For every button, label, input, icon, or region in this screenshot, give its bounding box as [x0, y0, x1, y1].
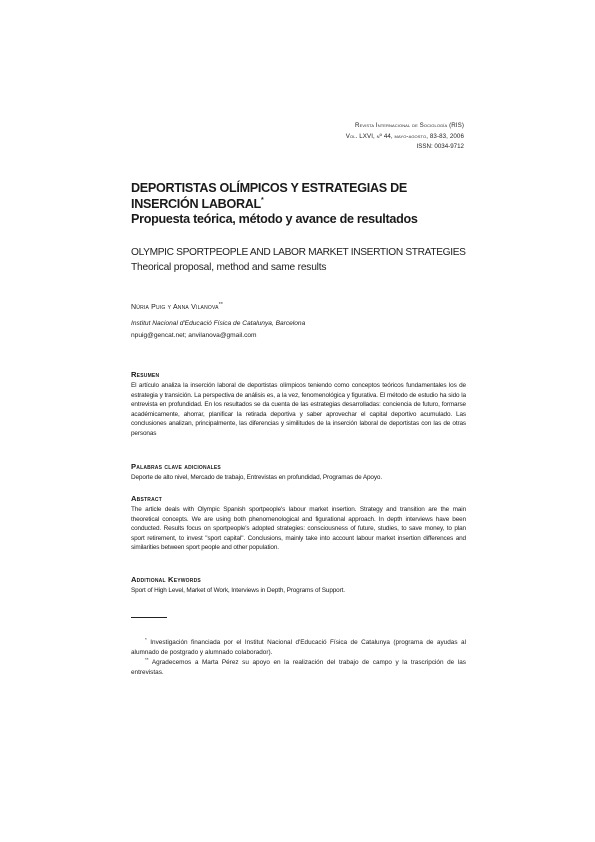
title-footnote-mark: * [260, 196, 264, 204]
keywords-text: Sport of High Level, Market of Work, Interviews in Depth, Programs of Support. [131, 587, 345, 594]
footnote-rule [131, 617, 167, 618]
abstract-text: The article deals with Olympic Spanish sportpeople's labour market insertion. Strategy and transition are the main theoretical concepts. We are using both phenomenological and figurational approach. In depth interviews have been conducted. Results focus on sportpeople's adopted strategies: consciousness of future, studies, to save money, to plan sport retirement, to invest "sport capital". Conclusions, mainly take into account labour market insertion differences and similarities between sport people and other population. [131, 506, 466, 552]
english-subtitle: Theorical proposal, method and same results [131, 262, 327, 273]
journal-name: Revista Internacional de Sociología (RIS) [355, 122, 464, 129]
footnote-1: * Investigación financiada por el Institut Nacional d'Educació Física de Catalunya (programa de ayudas al alumnado de postgrado y alumnado colaborador). [131, 637, 466, 656]
title-line-2: INSERCIÓN LABORAL* [131, 196, 264, 211]
author-footnote-mark: ** [218, 302, 223, 308]
journal-issn: ISSN: 0034-9712 [416, 143, 464, 151]
english-title: OLYMPIC SPORTPEOPLE AND LABOR MARKET INSERTION STRATEGIES [131, 247, 466, 258]
resumen-text: El artículo analiza la inserción laboral de deportistas olímpicos teniendo como conceptos teóricos fundamentales los de estrategia y transición. La perspectiva de análisis es, a la vez, fenomenológica y figurativa. El método de estudio ha sido la entrevista en profundidad. En los resultados se da cuenta de las estrategias desarrolladas: conciencia de futuro, formarse académicamente, ahorrar, planificar la retirada deportiva y saber aprovechar el capital deportivo acumulado. Las conclusiones analizan, principalmente, las diferencias y similitudes de la inserción laboral de deportistas con las de otras personas [131, 382, 466, 437]
footnote-2: ** Agradecemos a Marta Pérez su apoyo en la realización del trabajo de campo y la trascripción de las entrevistas. [131, 657, 466, 676]
palabras-heading: Palabras clave adicionales [131, 462, 221, 471]
palabras-text: Deporte de alto nivel, Mercado de trabajo, Entrevistas en profundidad, Programas de Apoyo. [131, 474, 383, 481]
paper-title [131, 181, 466, 212]
journal-volume: Vol. LXVI, nº 44, mayo-agosto, 83-83, 2006 [345, 132, 464, 140]
abstract-heading: Abstract [131, 494, 162, 503]
title-line-1: DEPORTISTAS OLÍMPICOS Y ESTRATEGIAS DE [131, 181, 407, 195]
author-names: Núria Puig y Anna Vilanova** [131, 302, 223, 311]
author-emails: npuig@gencat.net; anvilanova@gmail.com [131, 332, 257, 339]
journal-header [346, 121, 464, 153]
keywords-heading: Additional Keywords [131, 575, 201, 584]
paper-subtitle: Propuesta teórica, método y avance de resultados [131, 212, 418, 226]
resumen-heading: Resumen [131, 370, 160, 379]
author-institution: Institut Nacional d'Educació Física de Catalunya, Barcelona [131, 320, 306, 327]
